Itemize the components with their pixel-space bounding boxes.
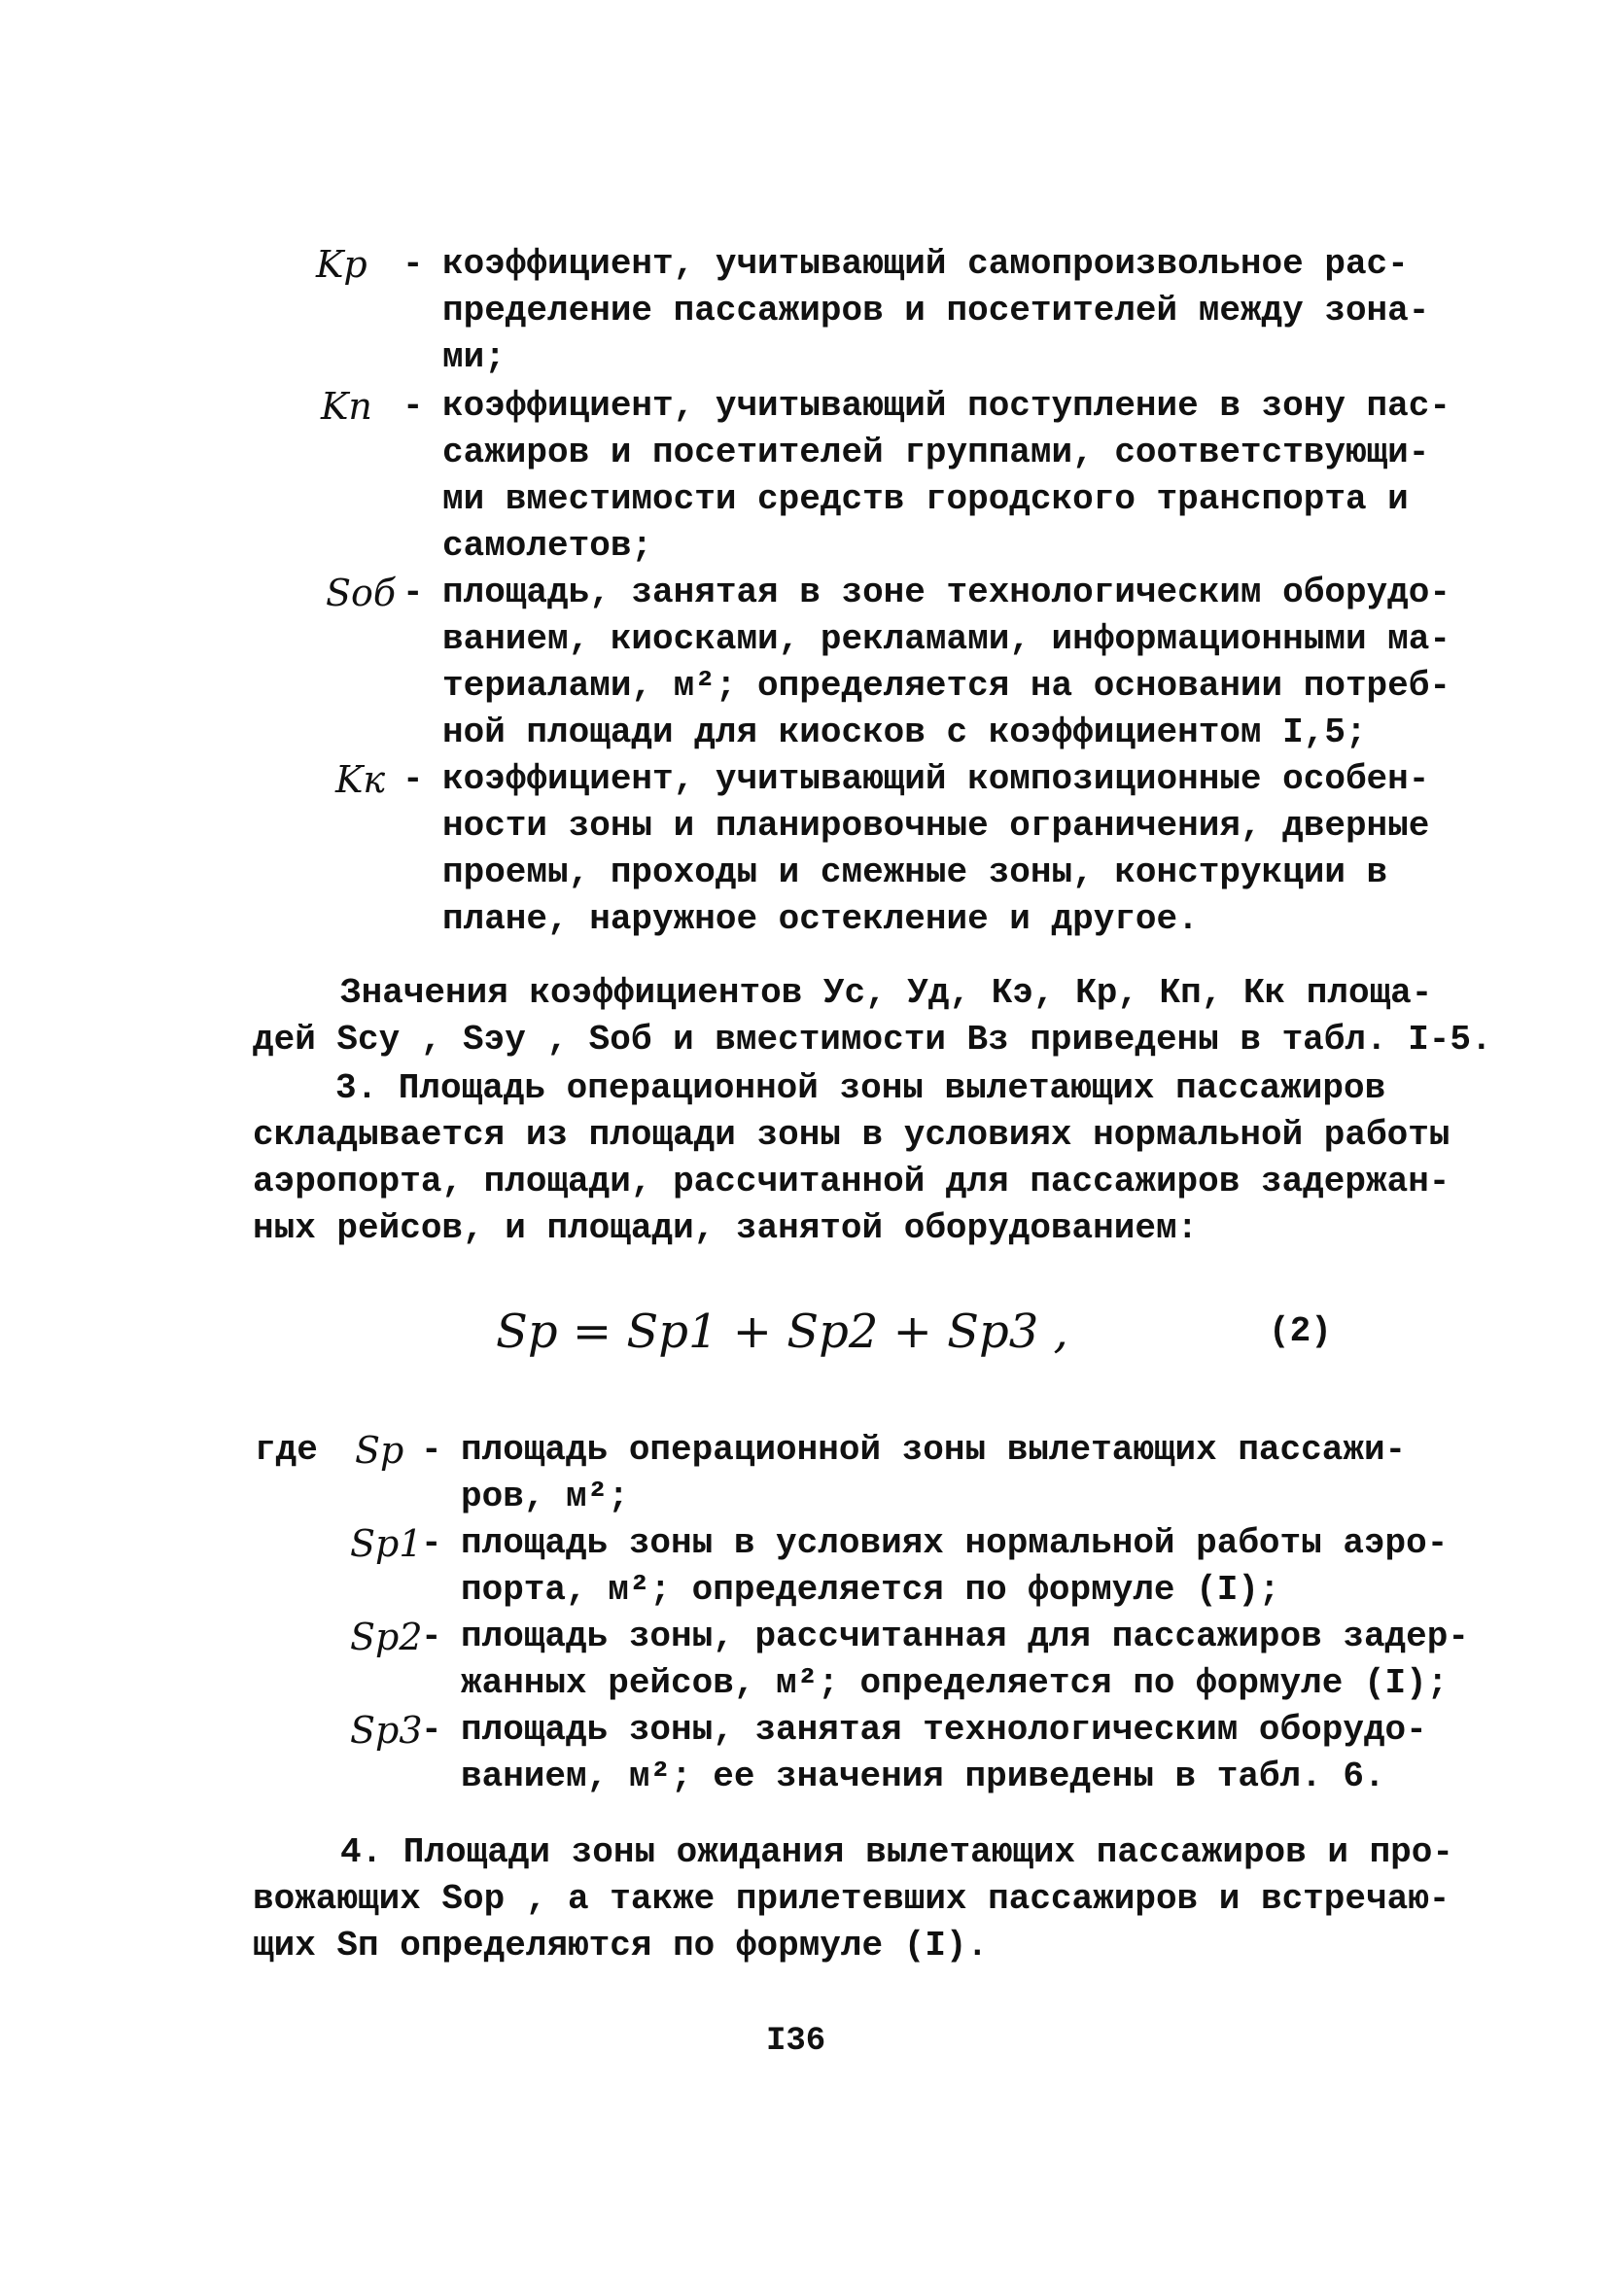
dash: - <box>421 1430 442 1470</box>
definition-line: ми; <box>442 337 506 377</box>
definition-line: ной площади для киосков с коэффициентом I,5; <box>442 713 1367 752</box>
where-label: где <box>255 1430 318 1470</box>
definition-line: площадь операционной зоны вылетающих пассажи- <box>461 1430 1407 1470</box>
definition-line: ми вместимости средств городского транспорта и <box>442 479 1409 519</box>
dash: - <box>402 573 424 612</box>
dash: - <box>402 759 424 799</box>
dash: - <box>402 386 424 426</box>
symbol-sp2: Sp2 <box>350 1616 423 1658</box>
paragraph-line: 4. Площади зоны ожидания вылетающих пассажиров и про- <box>340 1832 1453 1872</box>
paragraph-line: ных рейсов, и площади, занятой оборудованием: <box>253 1208 1199 1248</box>
dash: - <box>421 1710 442 1750</box>
definition-line: плане, наружное остекление и другое. <box>442 899 1199 939</box>
definition-line: ванием, м²; ее значения приведены в табл. 6. <box>461 1757 1385 1796</box>
definition-line: коэффициент, учитывающий самопроизвольное рас- <box>442 244 1409 284</box>
definition-line: коэффициент, учитывающий поступление в зону пас- <box>442 386 1451 426</box>
definition-line: самолетов; <box>442 526 653 566</box>
symbol-sp1: Sp1 <box>350 1522 423 1565</box>
symbol-kk: Kк <box>335 758 386 801</box>
dash: - <box>421 1617 442 1656</box>
paragraph-line: дей Sсу , Sэу , Sоб и вместимости Вз приведены в табл. I-5. <box>253 1020 1492 1060</box>
equation-number: (2) <box>1269 1311 1332 1351</box>
definition-line: жанных рейсов, м²; определяется по формуле (I); <box>461 1663 1449 1703</box>
definition-line: сажиров и посетителей группами, соответствующи- <box>442 433 1430 472</box>
paragraph-line: вожающих Sор , а также прилетевших пассажиров и встречаю- <box>253 1879 1451 1919</box>
definition-line: коэффициент, учитывающий композиционные особен- <box>442 759 1430 799</box>
page-number: I36 <box>766 2023 826 2060</box>
paragraph-line: складывается из площади зоны в условиях нормальной работы <box>253 1115 1451 1155</box>
definition-line: териалами, м²; определяется на основании потреб- <box>442 666 1451 706</box>
definition-line: площадь зоны, рассчитанная для пассажиров задер- <box>461 1617 1469 1656</box>
dash: - <box>402 244 424 284</box>
symbol-sp: Sp <box>355 1429 404 1472</box>
symbol-sp3: Sp3 <box>350 1709 423 1752</box>
definition-line: площадь зоны в условиях нормальной работы аэро- <box>461 1523 1449 1563</box>
symbol-sob: Sоб <box>326 572 397 614</box>
formula-2: Sp = Sp1 + Sp2 + Sp3 , <box>496 1305 1068 1359</box>
definition-line: ванием, киосками, рекламами, информационными ма- <box>442 619 1451 659</box>
symbol-kn: Kп <box>321 385 372 428</box>
definition-line: площадь, занятая в зоне технологическим оборудо- <box>442 573 1451 612</box>
definition-line: порта, м²; определяется по формуле (I); <box>461 1570 1280 1610</box>
paragraph-line: 3. Площадь операционной зоны вылетающих пассажиров <box>335 1068 1386 1108</box>
definition-line: площадь зоны, занятая технологическим оборудо- <box>461 1710 1427 1750</box>
definition-line: ности зоны и планировочные ограничения, дверные <box>442 806 1430 846</box>
definition-line: пределение пассажиров и посетителей между зона- <box>442 291 1430 330</box>
paragraph-line: Значения коэффициентов Ус, Уд, Кэ, Кр, Кп, Кк площа- <box>340 973 1433 1013</box>
definition-line: проемы, проходы и смежные зоны, конструкции в <box>442 852 1388 892</box>
definition-line: ров, м²; <box>461 1477 629 1516</box>
dash: - <box>421 1523 442 1563</box>
paragraph-line: аэропорта, площади, рассчитанной для пассажиров задержан- <box>253 1162 1451 1201</box>
symbol-kp: Kp <box>316 243 367 286</box>
paragraph-line: щих Sп определяются по формуле (I). <box>253 1926 989 1966</box>
